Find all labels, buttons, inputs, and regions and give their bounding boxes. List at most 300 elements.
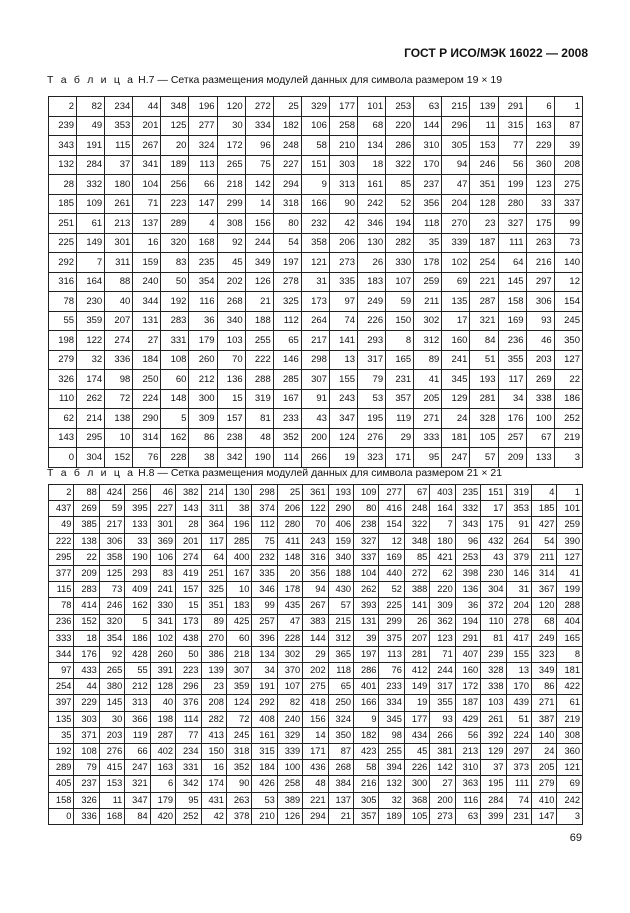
table-cell: 419 — [176, 565, 201, 581]
table-caption-label: Т а б л и ц а — [47, 467, 136, 479]
table-cell: 211 — [414, 292, 442, 312]
table-cell: 438 — [176, 630, 201, 646]
table-cell: 155 — [506, 646, 531, 662]
table-cell: 89 — [414, 350, 442, 370]
table-cell: 5 — [161, 409, 189, 429]
table-cell: 4 — [532, 485, 557, 501]
table-cell: 215 — [328, 614, 353, 630]
table-cell: 135 — [49, 711, 74, 727]
table-cell: 339 — [277, 744, 302, 760]
table-cell: 203 — [526, 350, 554, 370]
table-cell: 330 — [150, 598, 175, 614]
table-cell: 48 — [303, 776, 328, 792]
table-cell: 128 — [150, 679, 175, 695]
table-cell: 38 — [189, 448, 217, 468]
module-grid-table-21x21 — [48, 484, 583, 825]
table-cell: 302 — [277, 646, 302, 662]
table-cell: 125 — [99, 565, 124, 581]
table-cell: 236 — [49, 614, 74, 630]
table-cell: 16 — [133, 233, 161, 253]
table-cell: 389 — [277, 792, 302, 808]
table-cell: 48 — [245, 428, 273, 448]
table-cell: 375 — [379, 630, 404, 646]
table-cell: 302 — [414, 311, 442, 331]
table-row — [49, 582, 583, 598]
table-cell: 62 — [430, 565, 455, 581]
table-cell: 6 — [526, 97, 554, 117]
table-cell: 33 — [526, 194, 554, 214]
table-cell: 14 — [303, 727, 328, 743]
table-cell: 315 — [252, 744, 277, 760]
table-cell: 310 — [455, 760, 480, 776]
table-cell: 333 — [49, 630, 74, 646]
table-cell: 50 — [161, 272, 189, 292]
table-cell: 44 — [74, 679, 99, 695]
table-cell: 304 — [77, 448, 105, 468]
table-cell: 130 — [358, 233, 386, 253]
table-cell: 95 — [176, 792, 201, 808]
table-cell: 112 — [273, 311, 301, 331]
table-cell: 316 — [303, 549, 328, 565]
table-cell: 8 — [557, 646, 583, 662]
table-cell: 205 — [414, 389, 442, 409]
table-row — [49, 663, 583, 679]
table-cell: 440 — [379, 565, 404, 581]
table-cell: 141 — [329, 331, 357, 351]
table-cell: 279 — [49, 350, 77, 370]
table-cell: 27 — [133, 331, 161, 351]
table-cell: 349 — [245, 253, 273, 273]
table-cell: 277 — [189, 116, 217, 136]
table-cell: 124 — [329, 428, 357, 448]
table-cell: 132 — [49, 155, 77, 175]
table-row — [49, 409, 583, 429]
table-cell: 64 — [201, 549, 226, 565]
table-cell: 163 — [150, 760, 175, 776]
table-cell: 164 — [77, 272, 105, 292]
table-cell: 338 — [481, 679, 506, 695]
table-cell: 381 — [430, 744, 455, 760]
table-cell: 229 — [526, 136, 554, 156]
table-cell: 326 — [49, 370, 77, 390]
table-cell: 41 — [414, 370, 442, 390]
table-cell: 287 — [470, 292, 498, 312]
table-cell: 162 — [161, 428, 189, 448]
table-cell: 137 — [328, 792, 353, 808]
table-cell: 267 — [303, 598, 328, 614]
table-cell: 332 — [77, 175, 105, 195]
table-row — [49, 533, 583, 549]
table-cell: 63 — [414, 97, 442, 117]
table-cell: 390 — [557, 533, 583, 549]
table-cell: 425 — [226, 614, 251, 630]
table-cell: 57 — [470, 448, 498, 468]
table-cell: 91 — [506, 517, 531, 533]
table-cell: 121 — [557, 760, 583, 776]
table-cell: 316 — [49, 272, 77, 292]
table-cell: 28 — [49, 175, 77, 195]
table-cell: 160 — [455, 663, 480, 679]
table-cell: 148 — [277, 549, 302, 565]
table-cell: 114 — [176, 711, 201, 727]
table-cell: 35 — [49, 727, 74, 743]
table-cell: 214 — [77, 409, 105, 429]
table-cell: 136 — [455, 582, 480, 598]
table-cell: 88 — [105, 272, 133, 292]
table-cell: 311 — [201, 501, 226, 517]
table-cell: 68 — [358, 116, 386, 136]
table-cell: 216 — [526, 253, 554, 273]
table-cell: 81 — [245, 409, 273, 429]
table-cell: 239 — [481, 646, 506, 662]
table-cell: 374 — [252, 501, 277, 517]
table-cell: 286 — [386, 136, 414, 156]
table-row — [49, 808, 583, 824]
table-cell: 296 — [176, 679, 201, 695]
table-caption-label: Т а б л и ц а — [47, 74, 136, 86]
table-cell: 58 — [354, 760, 379, 776]
table-cell: 274 — [105, 331, 133, 351]
table-cell: 110 — [49, 389, 77, 409]
table-cell: 348 — [161, 97, 189, 117]
table-cell: 39 — [554, 136, 582, 156]
table-cell: 77 — [498, 136, 526, 156]
table-cell: 350 — [328, 727, 353, 743]
table-cell: 412 — [404, 663, 429, 679]
table-cell: 161 — [358, 175, 386, 195]
table-cell: 130 — [226, 485, 251, 501]
table-cell: 227 — [150, 501, 175, 517]
table-cell: 240 — [133, 272, 161, 292]
table-cell: 325 — [273, 292, 301, 312]
table-cell: 262 — [77, 389, 105, 409]
table-cell: 106 — [301, 116, 329, 136]
table-cell: 414 — [74, 598, 99, 614]
table-cell: 104 — [133, 175, 161, 195]
table-cell: 199 — [557, 582, 583, 598]
table-cell: 151 — [481, 485, 506, 501]
table-cell: 187 — [470, 233, 498, 253]
table-cell: 234 — [176, 744, 201, 760]
table-cell: 174 — [77, 370, 105, 390]
table-cell: 327 — [354, 533, 379, 549]
table-cell: 85 — [386, 175, 414, 195]
table-cell: 318 — [273, 194, 301, 214]
table-row — [49, 598, 583, 614]
table-cell: 148 — [161, 389, 189, 409]
table-cell: 121 — [301, 253, 329, 273]
table-cell: 154 — [379, 517, 404, 533]
table-cell: 25 — [277, 485, 302, 501]
table-cell: 360 — [526, 155, 554, 175]
table-cell: 232 — [301, 214, 329, 234]
table-cell: 237 — [414, 175, 442, 195]
table-cell: 276 — [99, 744, 124, 760]
table-cell: 173 — [301, 292, 329, 312]
table-cell: 167 — [226, 565, 251, 581]
table-cell: 32 — [379, 792, 404, 808]
table-cell: 313 — [329, 175, 357, 195]
table-cell: 108 — [74, 744, 99, 760]
table-cell: 355 — [430, 695, 455, 711]
table-cell: 327 — [498, 214, 526, 234]
table-cell: 312 — [328, 630, 353, 646]
table-row — [49, 711, 583, 727]
table-cell: 43 — [481, 549, 506, 565]
table-cell: 282 — [386, 233, 414, 253]
table-cell: 328 — [481, 663, 506, 679]
table-cell: 392 — [481, 727, 506, 743]
table-cell: 314 — [532, 565, 557, 581]
table-cell: 194 — [386, 214, 414, 234]
table-cell: 69 — [557, 776, 583, 792]
table-cell: 98 — [379, 727, 404, 743]
table-cell: 152 — [105, 448, 133, 468]
table-cell: 122 — [303, 501, 328, 517]
table-cell: 199 — [498, 175, 526, 195]
table-cell: 41 — [557, 565, 583, 581]
table-cell: 403 — [430, 485, 455, 501]
table-cell: 86 — [532, 679, 557, 695]
table-cell: 309 — [189, 409, 217, 429]
table-cell: 237 — [74, 776, 99, 792]
table-cell: 248 — [273, 136, 301, 156]
table-cell: 73 — [99, 582, 124, 598]
table-cell: 275 — [554, 175, 582, 195]
table-cell: 181 — [557, 663, 583, 679]
table-cell: 66 — [125, 744, 150, 760]
table-cell: 108 — [161, 350, 189, 370]
table-row — [49, 485, 583, 501]
table-cell: 103 — [481, 695, 506, 711]
table-cell: 201 — [133, 116, 161, 136]
table-cell: 43 — [301, 409, 329, 429]
table-cell: 394 — [379, 760, 404, 776]
table-cell: 254 — [470, 253, 498, 273]
table-cell: 126 — [277, 808, 302, 824]
table-cell: 384 — [328, 776, 353, 792]
table-cell: 47 — [442, 175, 470, 195]
table-cell: 166 — [354, 695, 379, 711]
table-cell: 92 — [217, 233, 245, 253]
table-cell: 230 — [77, 292, 105, 312]
table-cell: 45 — [404, 744, 429, 760]
table-cell: 27 — [430, 776, 455, 792]
table-cell: 400 — [226, 549, 251, 565]
table-cell: 94 — [303, 582, 328, 598]
table-cell: 77 — [176, 727, 201, 743]
table-cell: 54 — [532, 533, 557, 549]
table-cell: 209 — [74, 565, 99, 581]
table-cell: 410 — [532, 792, 557, 808]
table-cell: 417 — [506, 630, 531, 646]
table-cell: 293 — [125, 565, 150, 581]
table-cell: 139 — [470, 97, 498, 117]
table-cell: 215 — [442, 97, 470, 117]
table-cell: 405 — [49, 776, 74, 792]
table-cell: 246 — [99, 598, 124, 614]
table-cell: 321 — [125, 776, 150, 792]
table-cell: 150 — [201, 744, 226, 760]
table-cell: 209 — [498, 448, 526, 468]
table-cell: 153 — [99, 776, 124, 792]
table-cell: 56 — [498, 155, 526, 175]
table-cell: 320 — [161, 233, 189, 253]
table-cell: 115 — [49, 582, 74, 598]
table-cell: 301 — [150, 517, 175, 533]
table-cell: 363 — [455, 776, 480, 792]
table-cell: 171 — [386, 448, 414, 468]
table-cell: 373 — [506, 760, 531, 776]
table-cell: 365 — [328, 646, 353, 662]
table-cell: 197 — [354, 646, 379, 662]
table-cell: 20 — [277, 565, 302, 581]
table-cell: 7 — [430, 517, 455, 533]
table-cell: 330 — [386, 253, 414, 273]
table-cell: 336 — [74, 808, 99, 824]
table-cell: 188 — [245, 311, 273, 331]
table-cell: 393 — [354, 598, 379, 614]
table-cell: 224 — [133, 389, 161, 409]
table-cell: 109 — [77, 194, 105, 214]
table-cell: 143 — [49, 428, 77, 448]
table-row — [49, 389, 583, 409]
table-cell: 217 — [301, 331, 329, 351]
table-cell: 352 — [273, 428, 301, 448]
table-cell: 369 — [150, 533, 175, 549]
table-cell: 158 — [49, 792, 74, 808]
table-cell: 94 — [442, 155, 470, 175]
table-cell: 102 — [442, 253, 470, 273]
table-cell: 176 — [498, 409, 526, 429]
table-cell: 157 — [217, 409, 245, 429]
table-cell: 297 — [506, 744, 531, 760]
table-cell: 186 — [554, 389, 582, 409]
table-cell: 276 — [358, 428, 386, 448]
table-cell: 434 — [404, 727, 429, 743]
table-cell: 245 — [226, 727, 251, 743]
table-cell: 272 — [245, 97, 273, 117]
table-cell: 0 — [49, 808, 74, 824]
table-cell: 214 — [201, 485, 226, 501]
table-cell: 112 — [252, 517, 277, 533]
table-cell: 164 — [430, 501, 455, 517]
table-cell: 190 — [245, 448, 273, 468]
table-cell: 336 — [105, 350, 133, 370]
table-row — [49, 194, 583, 214]
table-cell: 323 — [532, 646, 557, 662]
table-cell: 364 — [201, 517, 226, 533]
table-cell: 257 — [252, 614, 277, 630]
table-cell: 80 — [354, 501, 379, 517]
table-cell: 347 — [125, 792, 150, 808]
table-cell: 248 — [404, 501, 429, 517]
table-cell: 132 — [379, 776, 404, 792]
table-cell: 367 — [532, 582, 557, 598]
table-cell: 178 — [277, 582, 302, 598]
table-cell: 61 — [77, 214, 105, 234]
table-cell: 210 — [252, 808, 277, 824]
table-cell: 31 — [506, 582, 531, 598]
table-cell: 439 — [506, 695, 531, 711]
table-cell: 234 — [105, 97, 133, 117]
table-cell: 309 — [430, 598, 455, 614]
table-cell: 137 — [133, 214, 161, 234]
table-cell: 298 — [301, 350, 329, 370]
table-cell: 34 — [252, 663, 277, 679]
table-cell: 279 — [532, 776, 557, 792]
table-cell: 307 — [226, 663, 251, 679]
table-cell: 225 — [49, 233, 77, 253]
table-cell: 300 — [404, 776, 429, 792]
table-cell: 398 — [455, 565, 480, 581]
table-cell: 338 — [526, 389, 554, 409]
table-cell: 96 — [245, 136, 273, 156]
table-row — [49, 350, 583, 370]
table-cell: 233 — [273, 409, 301, 429]
table-cell: 170 — [414, 155, 442, 175]
table-cell: 110 — [481, 614, 506, 630]
table-cell: 266 — [301, 448, 329, 468]
table-cell: 283 — [74, 582, 99, 598]
table-cell: 207 — [105, 311, 133, 331]
table-cell: 65 — [273, 331, 301, 351]
table-cell: 54 — [273, 233, 301, 253]
table-cell: 31 — [301, 272, 329, 292]
table-cell: 251 — [49, 214, 77, 234]
table-cell: 80 — [273, 214, 301, 234]
table-cell: 244 — [430, 663, 455, 679]
page-number: 69 — [569, 832, 582, 844]
table-cell: 266 — [430, 727, 455, 743]
table-cell: 213 — [455, 744, 480, 760]
table-cell: 129 — [481, 744, 506, 760]
table-cell: 277 — [379, 485, 404, 501]
table-cell: 200 — [301, 428, 329, 448]
table-cell: 150 — [386, 311, 414, 331]
table-cell: 4 — [189, 214, 217, 234]
table-cell: 60 — [226, 630, 251, 646]
table-cell: 149 — [404, 679, 429, 695]
table-cell: 153 — [470, 136, 498, 156]
table-cell: 207 — [404, 630, 429, 646]
table-cell: 301 — [105, 233, 133, 253]
table-cell: 91 — [301, 389, 329, 409]
table-cell: 26 — [404, 614, 429, 630]
table-cell: 339 — [442, 233, 470, 253]
table-cell: 423 — [354, 744, 379, 760]
table-cell: 261 — [481, 711, 506, 727]
table-cell: 436 — [303, 760, 328, 776]
table-cell: 114 — [273, 448, 301, 468]
table-cell: 163 — [526, 116, 554, 136]
table-cell: 75 — [245, 155, 273, 175]
table-cell: 333 — [414, 428, 442, 448]
table-cell: 196 — [189, 97, 217, 117]
table-cell: 353 — [105, 116, 133, 136]
table-cell: 178 — [414, 253, 442, 273]
table-cell: 156 — [245, 214, 273, 234]
table-cell: 62 — [49, 409, 77, 429]
table-cell: 359 — [77, 311, 105, 331]
table-cell: 184 — [133, 350, 161, 370]
table-cell: 206 — [277, 501, 302, 517]
table-cell: 308 — [557, 727, 583, 743]
table-cell: 156 — [303, 711, 328, 727]
table-cell: 245 — [554, 311, 582, 331]
table-cell: 241 — [150, 582, 175, 598]
table-caption-h7 — [47, 74, 502, 86]
